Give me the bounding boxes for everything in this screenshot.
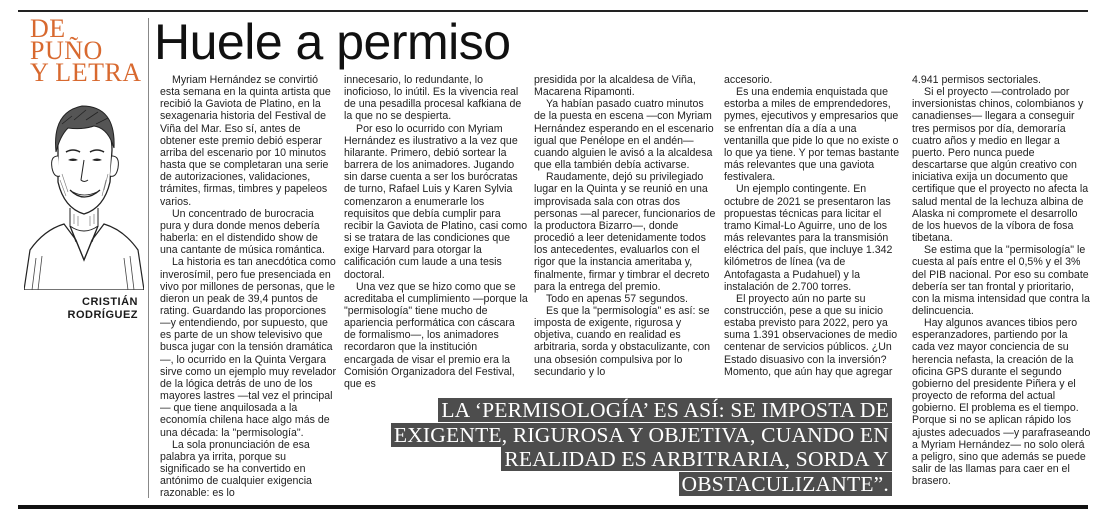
paragraph: Una vez que se hizo como que se acreditaba el cumplimiento —porque la "permisología" tiene mucho de apariencia performática con cáscara de formalismo—, los animadores recordaron que la institución encargada de visar el premio era la Comisión Organizadora del Festival, que es (344, 280, 528, 390)
article-headline: Huele a permiso (154, 14, 511, 70)
paragraph: Ya habían pasado cuatro minutos de la puesta en escena —con Myriam Hernández esperando en el escenario igual que Penélope en el andén— cuando alguien le avisó a la alcaldesa que ella también debía activarse. (534, 98, 714, 172)
paragraph: presidida por la alcaldesa de Viña, Macarena Ripamonti. (534, 74, 696, 99)
paragraph: Un ejemplo contingente. En octubre de 2021 se presentaron las propuestas técnicas para licitar el tramo Kimal-Lo Aguirre, uno de los más relevantes para la transmisión eléctrica del país, que incluye 1.342 kilómetros de línea (va de Antofagasta a Pudahuel) y la instalación de 2.700 torres. (724, 183, 893, 293)
paragraph: Myriam Hernández se convirtió esta semana en la quinta artista que recibió la Gaviota de Platino, en la sexagenaria historia del Festival de Viña del Mar. Eso sí, antes de obtener este premio debió esperar arriba del escenario por 10 minutos hasta que se completaran una serie de autorizaciones, validaciones, trámites, firmas, timbres y papeleos varios. (160, 74, 331, 208)
author-byline (50, 296, 138, 322)
pull-quote-line (390, 423, 892, 448)
paragraph: Si el proyecto —controlado por inversionistas chinos, colombianos y canadienses— llegara a conseguir tres permisos por día, demoraría cuatro años y medio en llegar a puerto. Pero nunca puede descartarse que algún creativo con iniciativa exija un documento que certifique que el proyecto no afecta la salud mental de la lechuza albina de Alaska ni compromete el desarrollo de los huevos de la víbora de fosa tibetana. (912, 86, 1089, 245)
paragraph: El proyecto aún no parte su construcción, pese a que su inicio estaba previsto para 2022, pero ya suma 1.391 observaciones de medio centenar de servicios públicos. ¿Un Estado disuasivo con la inversión? Momento, que aún hay que agregar (724, 292, 898, 378)
article-column-1 (160, 74, 338, 499)
paragraph: Hay algunos avances tibios pero esperanzadores, partiendo por la cada vez mayor conciencia de su herencia nefasta, la creación de la oficina GPS durante el segundo gobierno del presidente Piñera y el proyecto de reforma del actual gobierno. El problema es el tiempo. Porque si no se aplican rápido los ajustes adecuados —y parafraseando a Myriam Hernández— no solo olerá a peligro, sino que además se puede salir de las llamas para caer en el brasero. (912, 317, 1091, 488)
paragraph: Es que la "permisología" es así: se imposta de exigente, rigurosa y objetiva, cuando en realidad es arbitraria, sorda y obstaculizante, con una obsesión compulsiva por lo secundario y lo (534, 304, 711, 378)
pull-quote-text: EXIGENTE, RIGUROSA Y OBJETIVA, CUANDO EN (391, 423, 892, 447)
paragraph: Raudamente, dejó su privilegiado lugar en la Quinta y se reunió en una improvisada sala con otras dos personas —al parecer, funcionarios de la productora Bizarro—, donde procedió a leer detenidamente todos los antecedentes, evaluarlos con el rigor que la instancia ameritaba y, finalmente, firmar y timbrar el decreto para la entrega del premio. (534, 171, 716, 293)
article-column-2 (344, 74, 528, 390)
column-divider (148, 18, 149, 498)
section-title-line: PUÑO (30, 36, 103, 65)
paragraph: La sola pronunciación de esa palabra ya irrita, porque su significado se ha convertido en antónimo de cualquier exigencia razonable: es lo (160, 438, 312, 500)
pull-quote-line (390, 447, 892, 472)
pull-quote-text: OBSTACULIZANTE”. (679, 472, 893, 496)
paragraph: Se estima que la "permisología" le cuesta al país entre el 0,5% y el 3% del PIB nacional. Por eso su combate debería ser tan frontal y prioritario, con la misma intensidad que contra la delincuencia. (912, 244, 1090, 317)
section-title-line: DE (30, 14, 66, 43)
author-last-name: RODRÍGUEZ (67, 309, 138, 321)
paragraph: 4.941 permisos sectoriales. (912, 74, 1041, 86)
pull-quote (390, 398, 892, 496)
pull-quote-text: LA ‘PERMISOLOGÍA’ ES ASÍ: SE IMPOSTA DE (438, 398, 892, 422)
paragraph: accesorio. (724, 74, 773, 86)
bottom-rule (18, 505, 1088, 509)
section-title (30, 14, 142, 87)
author-first-name: CRISTIÁN (82, 296, 138, 308)
section-title-line: Y LETRA (30, 58, 142, 87)
paragraph: innecesario, lo redundante, lo inoficioso, lo inútil. Es la vivencia real de una pesadilla procesal kafkiana de la que no se despierta. (344, 74, 522, 123)
paragraph: Por eso lo ocurrido con Myriam Hernández es ilustrativo a la vez que hilarante. Primero, debió sortear la barrera de los animadores. Jugando sin darse cuenta a ser los burócratas de turno, Rafael Luis y Karen Sylvia comenzaron a enumerarle los requisitos que debía cumplir para recibir la Gaviota de Platino, casi como si se tratara de las condiciones que exige Harvard para otorgar la calificación cum laude a una tesis doctoral. (344, 122, 528, 281)
article-column-5 (912, 74, 1092, 487)
paragraph: La historia es tan anecdótica como inverosímil, pero fue presenciada en vivo por millones de personas, que le dieron un peak de 39,4 puntos de rating. Guardando las proporciones —y entendiendo, por supuesto, que es parte de un show televisivo que busca jugar con la tensión dramática—, lo ocurrido en la Quinta Vergara sirve como un ejemplo muy revelador de la lógica detrás de uno de los mayores lastres —tal vez el principal— que tiene anquilosada a la economía chilena hace algo más de una década: la "permisología". (160, 256, 337, 439)
top-rule (18, 10, 1088, 12)
article-column-4 (724, 74, 904, 378)
pull-quote-line (390, 398, 892, 423)
pull-quote-text: REALIDAD ES ARBITRARIA, SORDA Y (501, 447, 892, 471)
pull-quote-line (390, 472, 892, 497)
paragraph: Todo en apenas 57 segundos. (546, 292, 688, 305)
author-portrait-illustration (24, 90, 144, 290)
article-column-3 (534, 74, 718, 378)
paragraph: Un concentrado de burocracia pura y dura donde menos debería haberla: en el distendido show de una cantante de música romántica. (160, 207, 325, 257)
paragraph: Es una endemia enquistada que estorba a miles de emprendedores, pymes, ejecutivos y empresarios que se enfrentan día a día a una ventanilla que pide lo que no existe o lo que ya tiene. Y por temas bastante más relevantes que una gaviota festivalera. (724, 86, 900, 184)
